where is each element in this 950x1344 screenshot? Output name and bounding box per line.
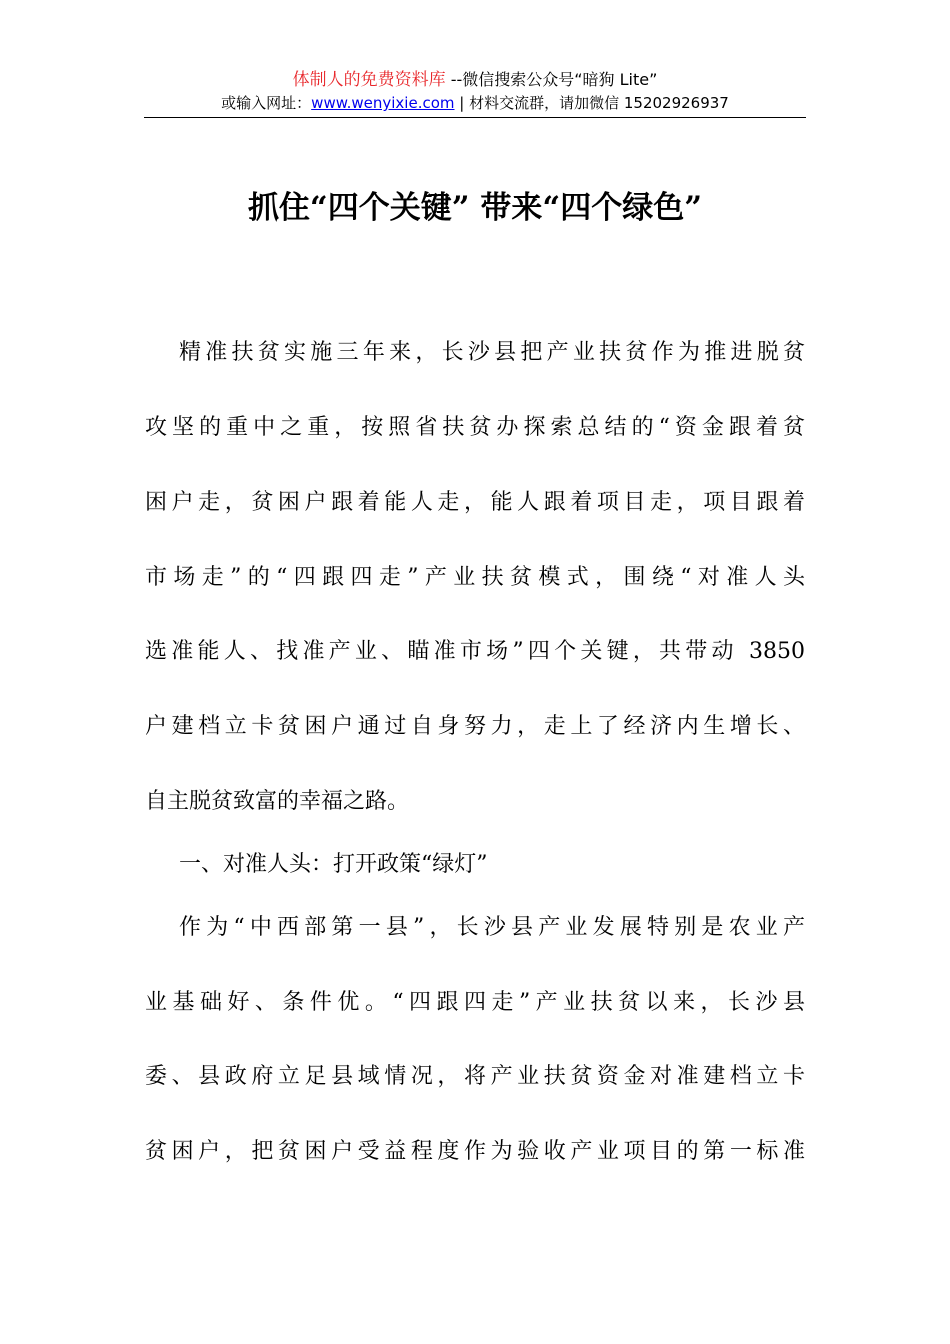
- header-contact: | 材料交流群，请加微信 15202926937: [454, 94, 729, 112]
- header-contact-line: [144, 92, 806, 114]
- body-line: 自主脱贫致富的幸福之路。: [145, 789, 410, 814]
- header-url-prefix: 或输入网址：: [221, 94, 312, 112]
- body-line: 作为“中西部第一县”，长沙县产业发展特别是农业产: [179, 915, 805, 940]
- header-promo-line: [144, 68, 806, 92]
- body-line: 业基础好、条件优。“四跟四走”产业扶贫以来，长沙县: [145, 990, 805, 1015]
- body-line: 贫困户，把贫困户受益程度作为验收产业项目的第一标准: [145, 1139, 805, 1164]
- page-header: [144, 68, 806, 114]
- body-line: 户建档立卡贫困户通过自身努力，走上了经济内生增长、: [145, 714, 805, 739]
- section-heading: 一、对准人头：打开政策“绿灯”: [179, 852, 488, 877]
- body-line: 市场走”的“四跟四走”产业扶贫模式，围绕“对准人头: [145, 565, 805, 590]
- header-brand: 体制人的免费资料库: [292, 70, 446, 90]
- header-promo: --微信搜索公众号“暗狗 Lite”: [445, 70, 658, 89]
- body-line: 委、县政府立足县域情况，将产业扶贫资金对准建档立卡: [145, 1064, 805, 1089]
- header-url-link[interactable]: www.wenyixie.com: [311, 94, 455, 112]
- body-line: 攻坚的重中之重，按照省扶贫办探索总结的“资金跟着贫: [145, 415, 805, 440]
- header-divider: [144, 117, 806, 118]
- document-title: 抓住“四个关键” 带来“四个绿色”: [247, 190, 703, 226]
- body-line: 选准能人、找准产业、瞄准市场”四个关键，共带动 3850: [145, 639, 805, 664]
- body-line: 困户走，贫困户跟着能人走，能人跟着项目走，项目跟着: [145, 490, 805, 515]
- body-line: 精准扶贫实施三年来，长沙县把产业扶贫作为推进脱贫: [179, 340, 805, 365]
